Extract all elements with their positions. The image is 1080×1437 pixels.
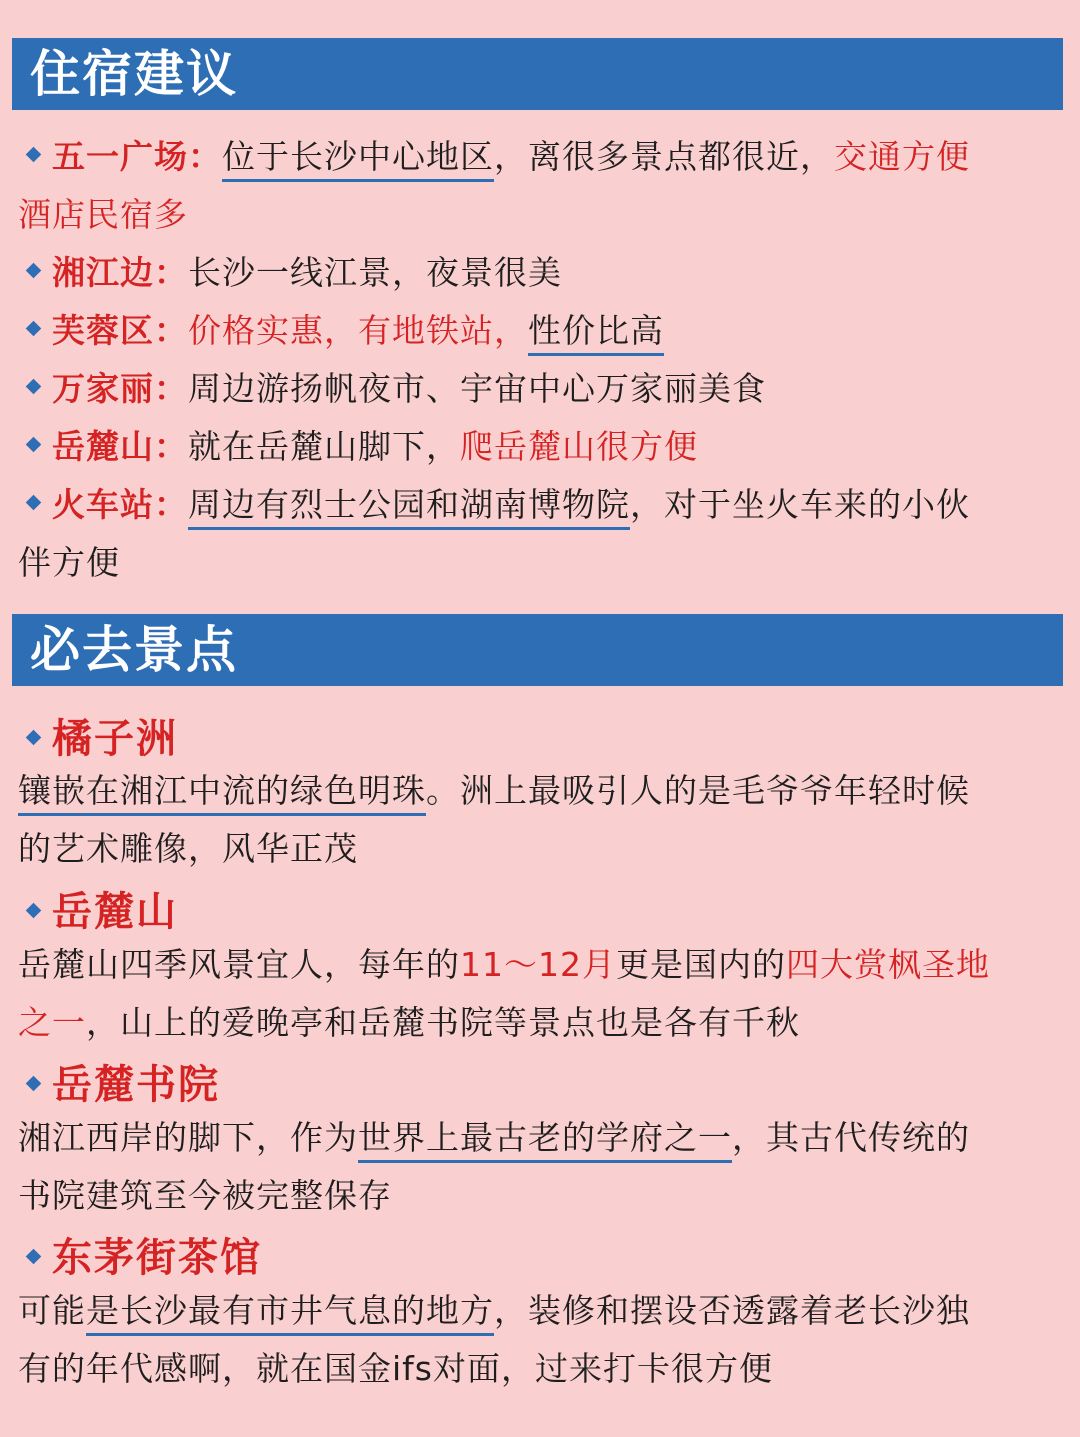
- spot-desc-yuelushan: 岳麓山四季风景宜人，每年的11～12月更是国内的四大赏枫圣地: [18, 945, 990, 984]
- spot-title-teahouse: 东茅街茶馆: [18, 1233, 262, 1283]
- spot-title-academy: 岳麓书院: [18, 1060, 220, 1110]
- lodging-item-xiangjiang: 湘江边：长沙一线江景，夜景很美: [18, 252, 1040, 294]
- lodging-item-furong: 芙蓉区：价格实惠，有地铁站，性价比高: [18, 310, 1040, 352]
- spot-desc-juzizhou: 镶嵌在湘江中流的绿色明珠。洲上最吸引人的是毛爷爷年轻时候: [18, 770, 1040, 812]
- spot-desc-yuelushan-cont: 之一，山上的爱晚亭和岳麓书院等景点也是各有千秋: [18, 1003, 800, 1042]
- spot-desc-teahouse-cont: 有的年代感啊，就在国金ifs对面，过来打卡很方便: [18, 1349, 773, 1388]
- diamond-bullet-icon: [26, 263, 42, 279]
- spot-desc-juzizhou-cont: 的艺术雕像，风华正茂: [18, 829, 358, 868]
- spots-header: 必去景点: [12, 614, 1063, 686]
- diamond-bullet-icon: [26, 321, 42, 337]
- lodging-header: 住宿建议: [12, 38, 1063, 110]
- diamond-bullet-icon: [26, 729, 42, 745]
- lodging-item-station: 火车站：周边有烈士公园和湖南博物院，对于坐火车来的小伙: [18, 484, 1040, 526]
- spot-title-juzizhou: 橘子洲: [18, 714, 178, 764]
- lodging-item-wuyi: 五一广场：位于长沙中心地区，离很多景点都很近，交通方便: [18, 136, 1040, 178]
- lodging-item-station-cont: 伴方便: [18, 543, 120, 582]
- diamond-bullet-icon: [26, 437, 42, 453]
- lodging-item-wuyi-cont: 酒店民宿多: [18, 195, 188, 234]
- spot-desc-academy: 湘江西岸的脚下，作为世界上最古老的学府之一，其古代传统的: [18, 1117, 1040, 1159]
- diamond-bullet-icon: [26, 1075, 42, 1091]
- spot-desc-teahouse: 可能是长沙最有市井气息的地方，装修和摆设否透露着老长沙独: [18, 1290, 1040, 1332]
- lodging-item-yuelushan: 岳麓山：就在岳麓山脚下，爬岳麓山很方便: [18, 426, 1040, 468]
- spot-title-yuelushan: 岳麓山: [18, 887, 178, 937]
- diamond-bullet-icon: [26, 1248, 42, 1264]
- diamond-bullet-icon: [26, 902, 42, 918]
- diamond-bullet-icon: [26, 495, 42, 511]
- diamond-bullet-icon: [26, 147, 42, 163]
- diamond-bullet-icon: [26, 379, 42, 395]
- lodging-item-wanjiali: 万家丽：周边游扬帆夜市、宇宙中心万家丽美食: [18, 368, 1040, 410]
- spot-desc-academy-cont: 书院建筑至今被完整保存: [18, 1176, 392, 1215]
